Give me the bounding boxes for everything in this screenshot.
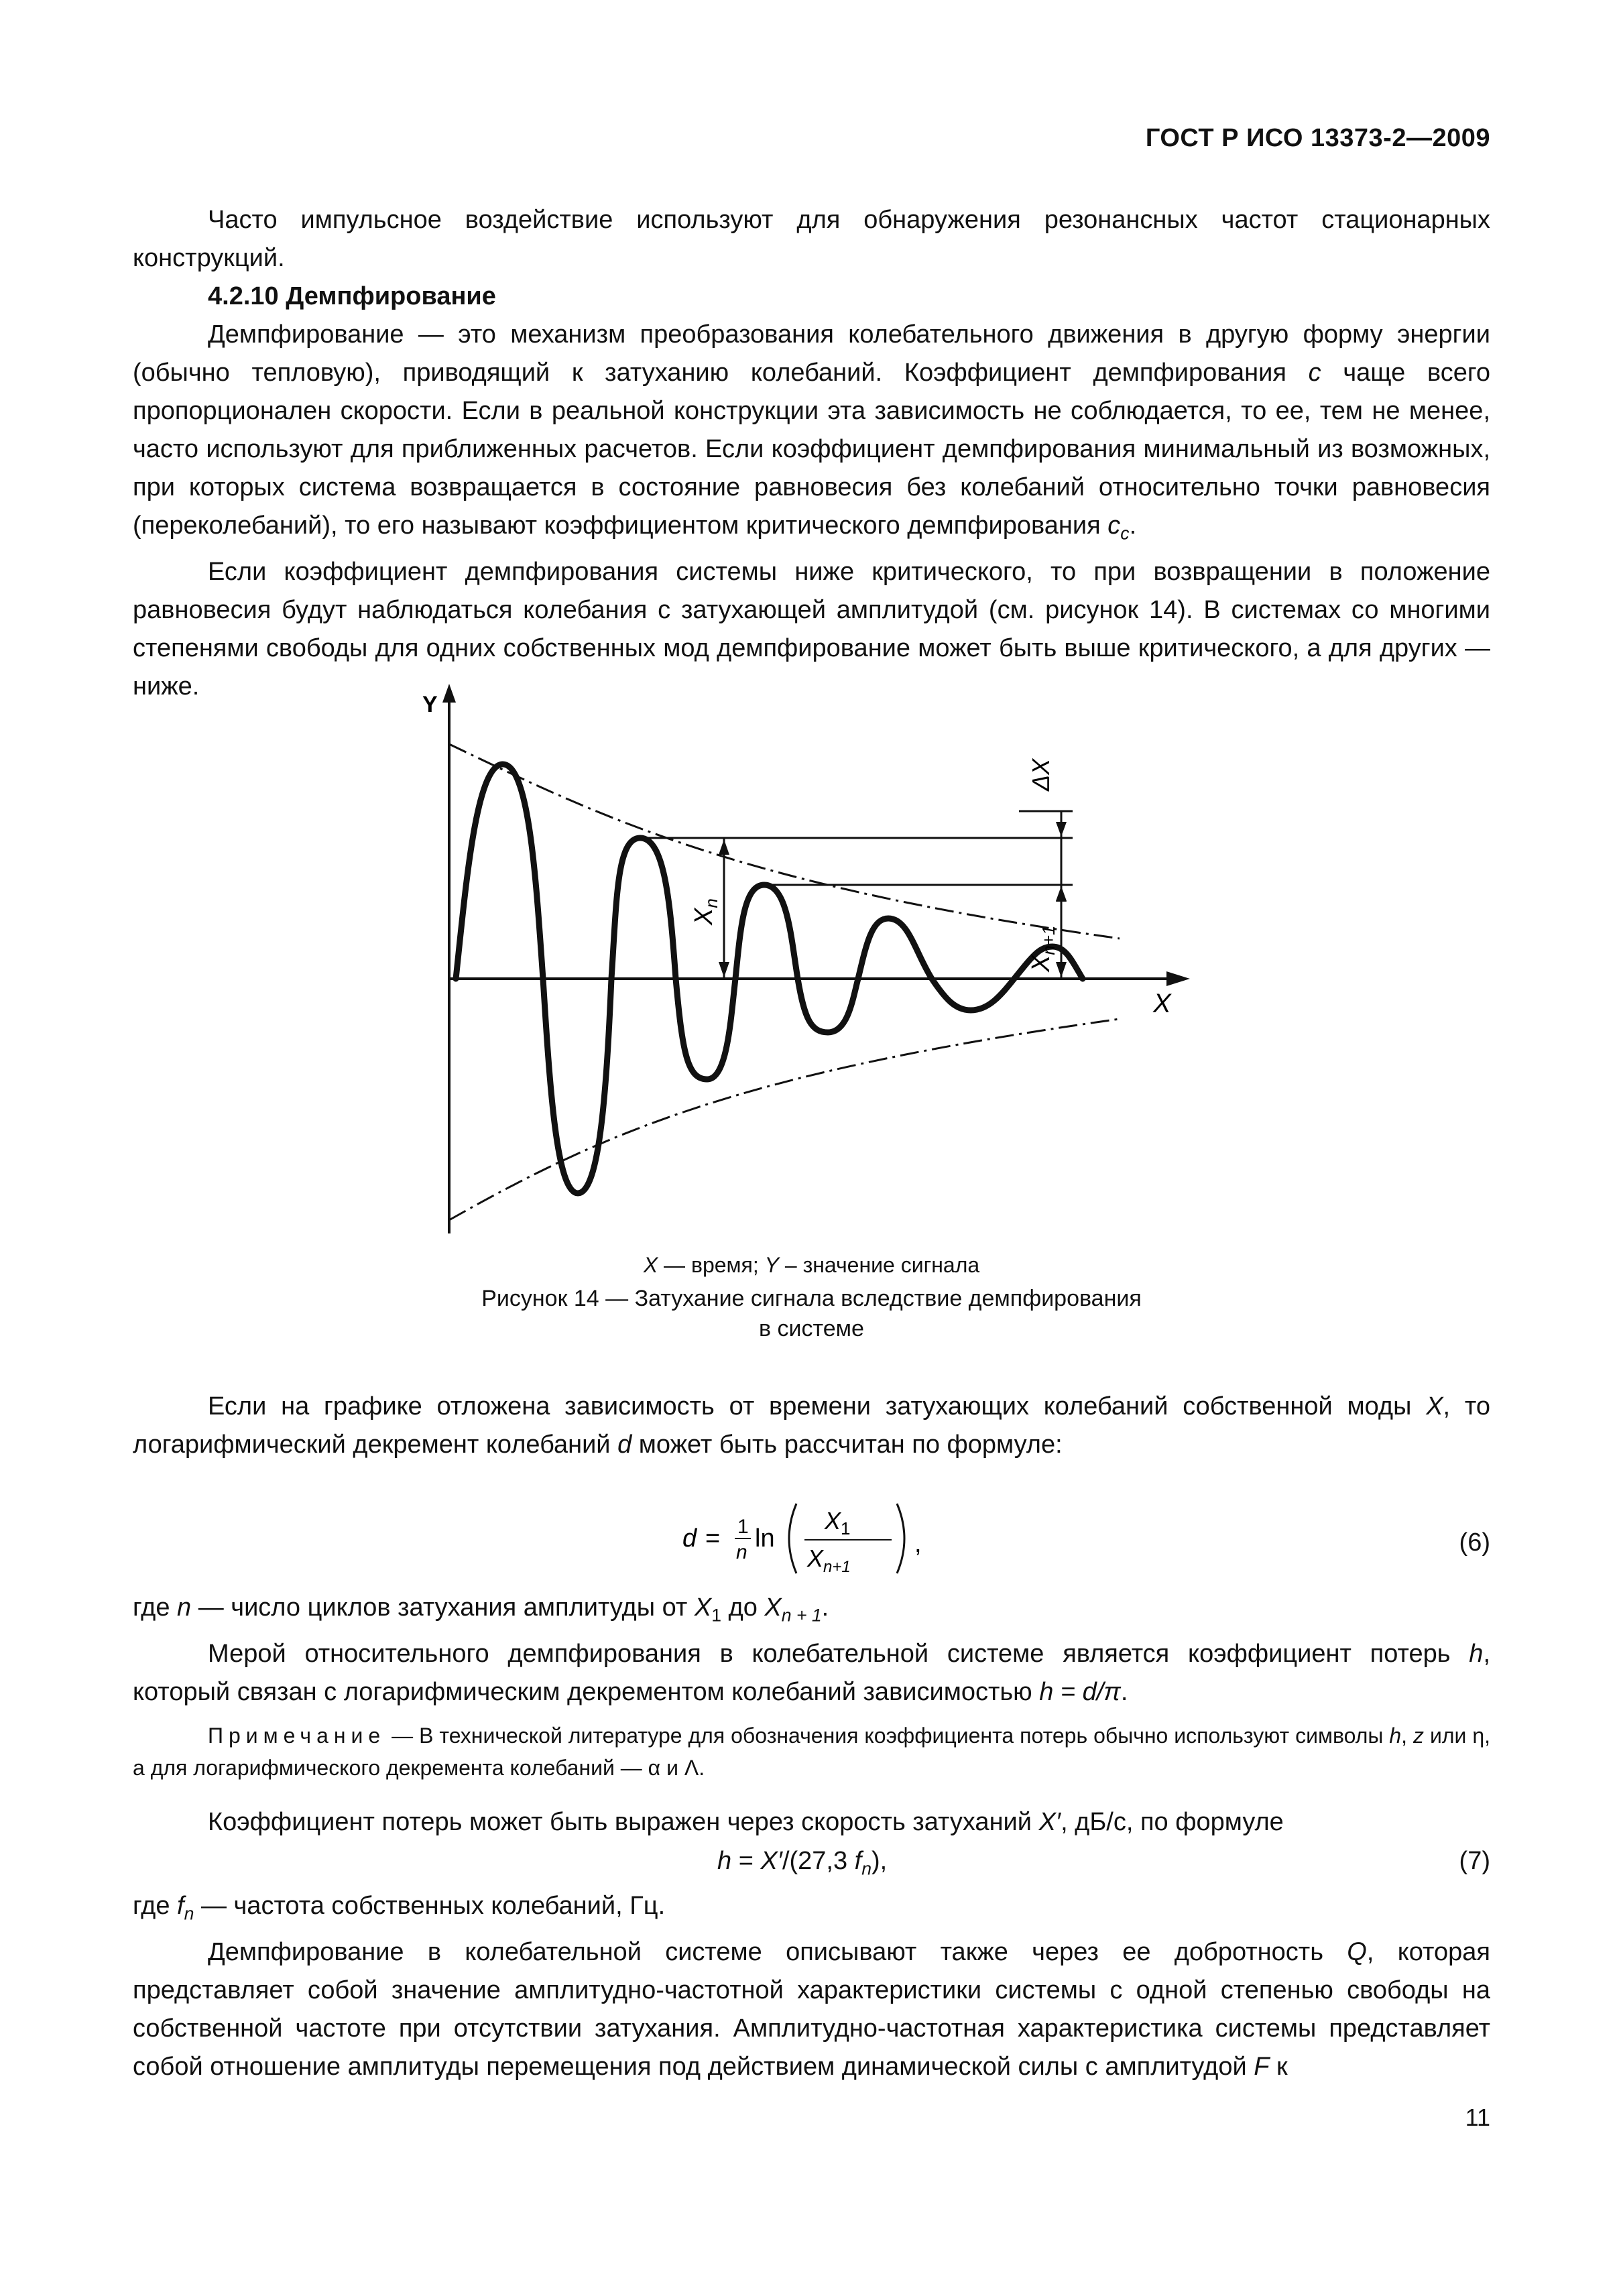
svg-text:X1: $X_1$	[825, 1507, 851, 1538]
where-f-line: где $f_n$ — частота собственных колебаний, Гц.	[133, 1892, 666, 1924]
top-text-block	[133, 201, 1490, 706]
section-heading: 4.2.10 Демпфирование	[208, 282, 496, 310]
damping-figure	[402, 684, 1207, 1247]
x-axis-arrow	[1166, 971, 1190, 986]
subcritical-paragraph: Если коэффициент демпфирования системы ниже критического, то при возвращении в положение равновесия будут наблюдаться колебания с затухающей амплитудой (см. рисунок 14). В системах со многими степенями свободы для одних собственных мод демпфирование может быть выше критического, а для других — ниже.	[133, 557, 1490, 701]
y-axis-arrow	[442, 684, 456, 703]
xn-arrow-top	[719, 839, 729, 855]
svg-text:d: d	[682, 1524, 697, 1553]
formula-6-graphic	[682, 1498, 1058, 1579]
svg-text:Xn+1: $X_{n+1}$	[807, 1545, 851, 1576]
svg-text:,: ,	[914, 1530, 922, 1558]
delta-arrow-up	[1056, 886, 1067, 901]
loss-factor-paragraph: Мерой относительного демпфирования в колебательной системе является коэффициент потерь h, который связан с логарифмическим декрементом колебаний зависимостью h = d/π.	[133, 1639, 1490, 1706]
figure-legend: X — время; Y – значение сигнала	[643, 1253, 980, 1277]
where-n-line: где n — число циклов затухания амплитуды от $X_1$ до $X_{n + 1}$.	[133, 1593, 829, 1626]
x-axis-label: X	[1153, 989, 1171, 1018]
rate-paragraph-block: Коэффициент потерь может быть выражен через скорость затуханий X′, дБ/с, по формуле	[208, 1808, 1284, 1836]
page-number: 11	[1465, 2104, 1490, 2131]
final-block	[133, 1887, 1490, 2086]
figure-caption-line1: Рисунок 14 — Затухание сигнала вследствие демпфирования	[481, 1286, 1142, 1311]
delta-arrow-down	[1056, 822, 1067, 837]
xn1-label: $X_{n+1}$	[1027, 925, 1059, 972]
formula-6-number: (6)	[1459, 1528, 1490, 1557]
explanation-block	[133, 1589, 1490, 1711]
xn-arrow-bottom	[719, 962, 729, 977]
formula-6	[133, 1498, 1490, 1579]
standard-code-header: ГОСТ Р ИСО 13373-2—2009	[1145, 124, 1490, 152]
note-block: Примечание — В технической литературе для обозначения коэффициента потерь обычно используют символы h, z или η, а для логарифмического декремента колебаний — α и Λ.	[133, 1724, 1491, 1780]
quality-factor-paragraph: Демпфирование в колебательной системе описывают также через ее добротность Q, которая представляет собой значение амплитудно-частотной характеристики системы с одной степенью свободы на собственной частоте при отсутствии затухания. Амплитудно-частотная характеристика системы представляет собой отношение амплитуды перемещения под действием динамической силы с амплитудой F к	[133, 1937, 1491, 2081]
svg-text:1: 1	[737, 1516, 749, 1538]
xn1-arrow-bottom	[1056, 962, 1067, 977]
xn-label: $X_n$	[690, 898, 721, 925]
intro-paragraph: Часто импульсное воздействие используют для обнаружения резонансных частот стационарных конструкций.	[133, 206, 1490, 272]
after-figure-paragraph: Если на графике отложена зависимость от времени затухающих колебаний собственной моды X, то логарифмический декремент колебаний d может быть рассчитан по формуле:	[133, 1392, 1490, 1459]
svg-text:ln: ln	[755, 1524, 775, 1553]
delta-label: ΔX	[1027, 758, 1055, 791]
formula-7-number: (7)	[1459, 1847, 1490, 1875]
damping-definition-paragraph: Демпфирование — это механизм преобразования колебательного движения в другую форму энергии (обычно тепловую), приводящий к затуханию колебаний. Коэффициент демпфирования c чаще всего пропорционален скорости. Если в реальной конструкции эта зависимость не соблюдается, то ее, тем не менее, часто используют для приближенных расчетов. Если коэффициент демпфирования минимальный из возможных, при которых система возвращается в состояние равновесия без колебаний относительно точки равновесия (переколебаний), то его называют коэффициентом критического демпфирования $c_c$.	[133, 320, 1490, 544]
figure-caption-line2: в системе	[759, 1316, 864, 1341]
y-axis-label: Y	[422, 692, 438, 717]
svg-text:n: n	[736, 1541, 747, 1563]
formula-7: h = X′/(27,3 $f_n$), (7)	[717, 1847, 1490, 1879]
svg-text:=: =	[705, 1524, 721, 1553]
